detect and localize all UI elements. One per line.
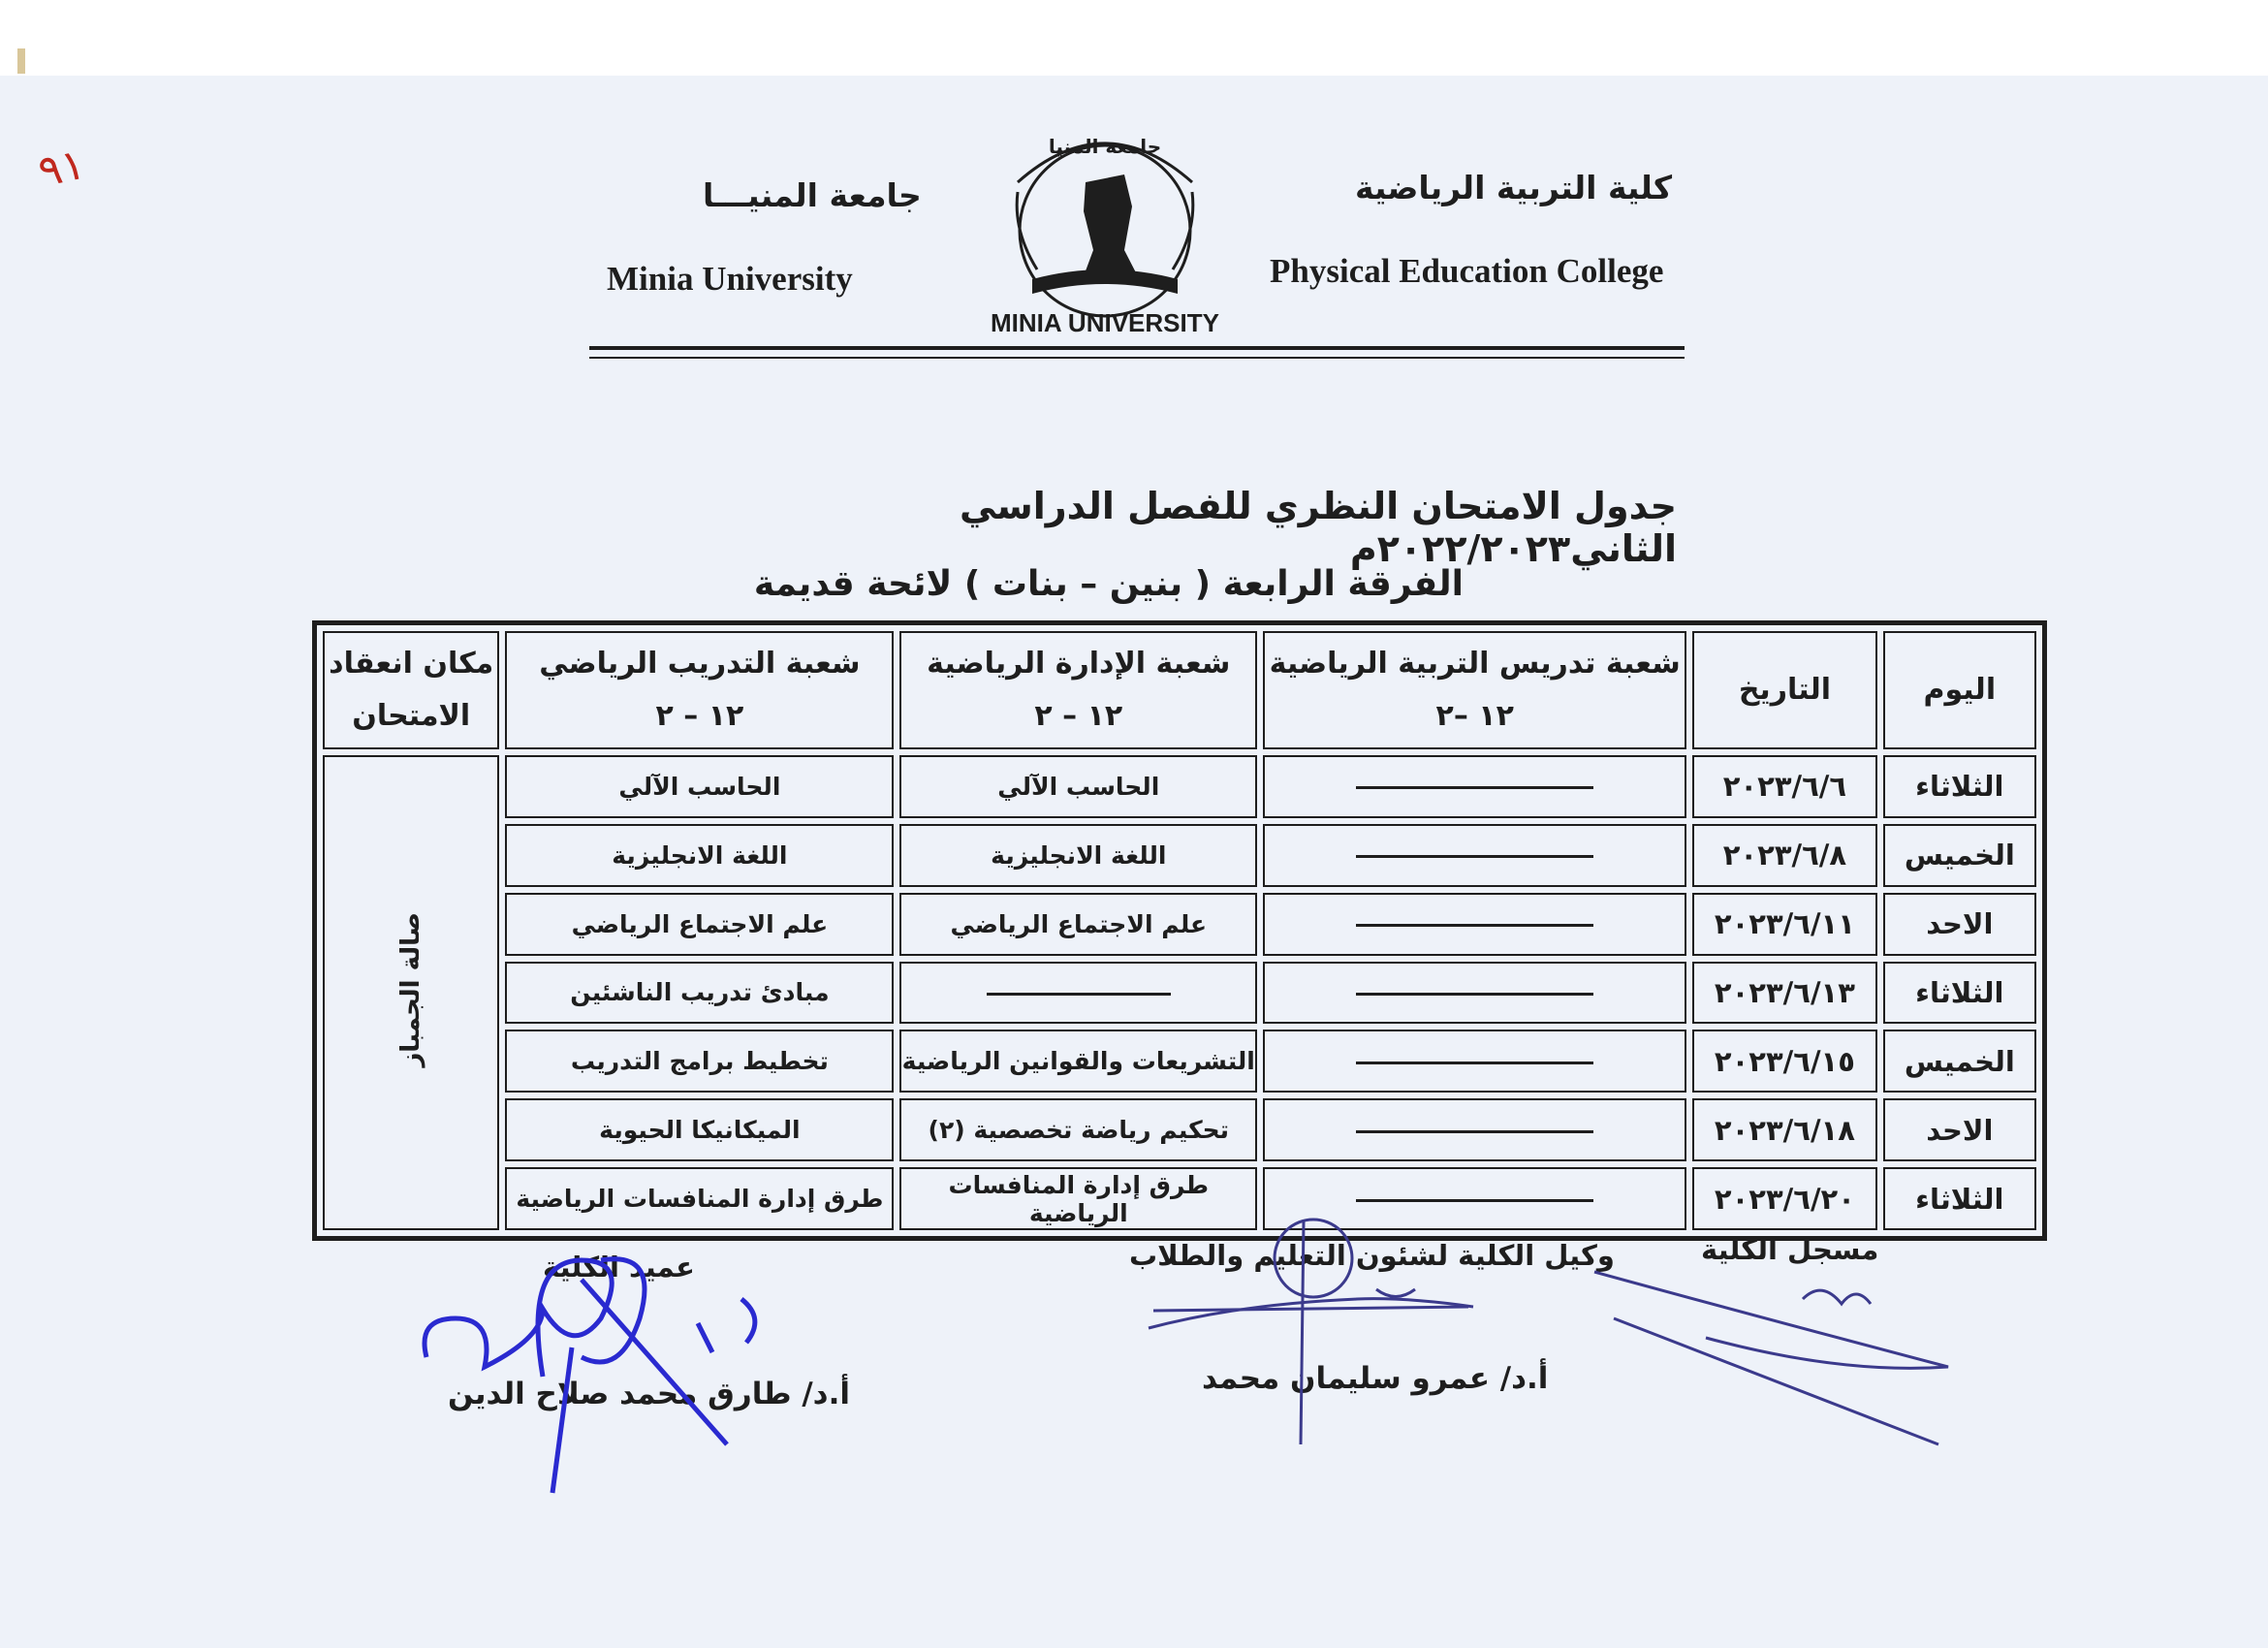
- row-day: الثلاثاء: [1883, 962, 2036, 1025]
- header-training: [505, 631, 894, 749]
- handwritten-page-number: ٩١: [34, 139, 90, 198]
- row-teaching-empty: [1263, 893, 1686, 956]
- row-teaching-empty: [1263, 755, 1686, 818]
- row-teaching-empty: [1263, 962, 1686, 1025]
- table-row: [323, 824, 2036, 887]
- scan-top-band: [0, 0, 2268, 76]
- row-management: تحكيم رياضة تخصصية (٢): [899, 1098, 1257, 1161]
- table-row: [323, 893, 2036, 956]
- document-subtitle: الفرقة الرابعة ( بنين – بنات ) لائحة قديمة: [753, 564, 1464, 604]
- row-date: ٢٠٢٣/٦/١٥: [1692, 1030, 1876, 1093]
- row-date: ٢٠٢٣/٦/٢٠: [1692, 1167, 1876, 1230]
- row-training: علم الاجتماع الرياضي: [505, 893, 894, 956]
- vice-dean-name: أ.د/ عمرو سليمان محمد: [1202, 1361, 1549, 1396]
- row-teaching-empty: [1263, 1167, 1686, 1230]
- row-date: ٢٠٢٣/٦/١٨: [1692, 1098, 1876, 1161]
- scan-edge-mark: [17, 48, 25, 74]
- row-management-empty: [899, 962, 1257, 1025]
- table-row: [323, 755, 2036, 818]
- header-date: التاريخ: [1692, 631, 1876, 749]
- row-teaching-empty: [1263, 824, 1686, 887]
- header-training-code: ١٢ – ٢: [655, 699, 744, 733]
- row-date: ٢٠٢٣/٦/٦: [1692, 755, 1876, 818]
- row-date: ٢٠٢٣/٦/٨: [1692, 824, 1876, 887]
- row-training: تخطيط برامج التدريب: [505, 1030, 894, 1093]
- header-teaching-code: ١٢ –٢: [1435, 699, 1514, 733]
- empty-dash: [1356, 786, 1593, 789]
- row-training: الحاسب الآلي: [505, 755, 894, 818]
- table-row: [323, 1167, 2036, 1230]
- row-management: التشريعات والقوانين الرياضية: [899, 1030, 1257, 1093]
- row-training: الميكانيكا الحيوية: [505, 1098, 894, 1161]
- header-place: مكان انعقاد الامتحان: [323, 631, 499, 749]
- registrar-signature-icon: [1594, 1272, 1948, 1444]
- dean-name: أ.د/ طارق محمد صلاح الدين: [448, 1377, 850, 1411]
- empty-dash: [1356, 924, 1593, 927]
- vice-dean-title: وكيل الكلية لشئون التعليم والطلاب: [1129, 1239, 1615, 1272]
- row-teaching-empty: [1263, 1030, 1686, 1093]
- header-rule-thick: [589, 346, 1685, 350]
- dean-title: عميد الكلية: [543, 1251, 695, 1284]
- row-management: الحاسب الآلي: [899, 755, 1257, 818]
- table-row: [323, 1098, 2036, 1161]
- header-management: [899, 631, 1257, 749]
- header-management-label: شعبة الإدارة الرياضية: [927, 647, 1231, 681]
- row-day: الثلاثاء: [1883, 755, 2036, 818]
- university-name-ar: جامعة المنيـــا: [703, 176, 922, 214]
- table-header-row: [323, 631, 2036, 749]
- row-day: الخميس: [1883, 824, 2036, 887]
- empty-dash: [1356, 1062, 1593, 1064]
- empty-dash: [1356, 1199, 1593, 1202]
- row-management: طرق إدارة المنافسات الرياضية: [899, 1167, 1257, 1230]
- college-name-ar: كلية التربية الرياضية: [1355, 169, 1673, 206]
- row-management: علم الاجتماع الرياضي: [899, 893, 1257, 956]
- table-row: [323, 1030, 2036, 1093]
- row-day: الثلاثاء: [1883, 1167, 2036, 1230]
- row-day: الاحد: [1883, 893, 2036, 956]
- university-name-en: Minia University: [607, 260, 853, 298]
- row-training: اللغة الانجليزية: [505, 824, 894, 887]
- row-date: ٢٠٢٣/٦/١٣: [1692, 962, 1876, 1025]
- row-management: اللغة الانجليزية: [899, 824, 1257, 887]
- exam-place-cell: [323, 755, 499, 1230]
- header-teaching-label: شعبة تدريس التربية الرياضية: [1269, 647, 1681, 681]
- header-training-label: شعبة التدريب الرياضي: [539, 647, 861, 681]
- table-row: [323, 962, 2036, 1025]
- header-day: اليوم: [1883, 631, 2036, 749]
- exam-schedule-table: [312, 620, 2047, 1241]
- row-training: مبادئ تدريب الناشئين: [505, 962, 894, 1025]
- empty-dash: [1356, 1130, 1593, 1133]
- empty-dash: [987, 993, 1171, 996]
- header-rule-thin: [589, 357, 1685, 359]
- registrar-title: مسجل الكلية: [1701, 1233, 1879, 1266]
- row-day: الاحد: [1883, 1098, 2036, 1161]
- empty-dash: [1356, 993, 1593, 996]
- logo-arc-text: جامعة المنيا: [1048, 135, 1162, 158]
- header-management-code: ١٢ – ٢: [1034, 699, 1123, 733]
- empty-dash: [1356, 855, 1593, 858]
- row-day: الخميس: [1883, 1030, 2036, 1093]
- exam-place: صالة الجمباز: [396, 912, 426, 1067]
- row-date: ٢٠٢٣/٦/١١: [1692, 893, 1876, 956]
- document-title: جدول الامتحان النظري للفصل الدراسي الثاني٢٠٢٢/٢٠٢٣م: [959, 485, 1677, 570]
- header-teaching: [1263, 631, 1686, 749]
- row-teaching-empty: [1263, 1098, 1686, 1161]
- college-name-en: Physical Education College: [1270, 252, 1664, 290]
- row-training: طرق إدارة المنافسات الرياضية: [505, 1167, 894, 1230]
- logo-caption: MINIA UNIVERSITY: [991, 308, 1219, 337]
